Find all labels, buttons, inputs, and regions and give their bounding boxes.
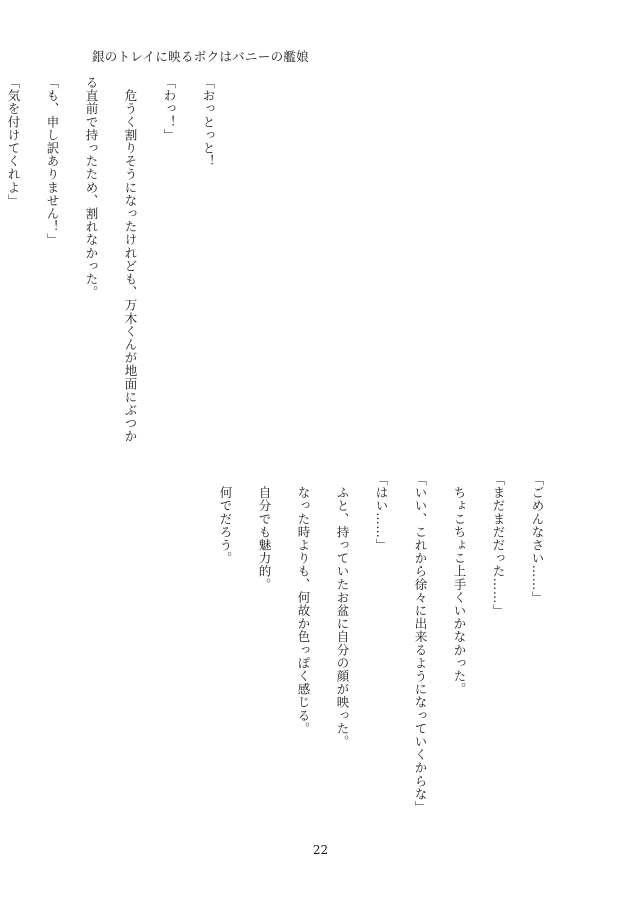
text-line: ちょこちょこ上手くいかなかった。 [452, 473, 467, 696]
text-line: 「いい、これから徐々に出来るようになっていくからな」 [413, 473, 428, 814]
text-line: 自分でも魅力的。 [257, 473, 272, 591]
text-line: 「気を付けてくれよ」 [6, 76, 21, 207]
text-line: 危うく割りそうになったけれども、万木くんが地面にぶつか [123, 76, 138, 443]
running-header: 銀のトレイに映るボクはバニーの艦娘 [92, 49, 309, 64]
text-line: 「おっとっと！ [201, 76, 216, 168]
text-line: 「も、申し訳ありません！」 [45, 76, 60, 247]
text-line: 「わっ！」 [162, 76, 177, 142]
text-line: る直前で持ったため、割れなかった。 [84, 76, 99, 299]
text-line: 何でだろう。 [218, 473, 233, 565]
text-line: ふと、持っていたお盆に自分の顔が映った。 [335, 473, 350, 749]
page-number: 22 [312, 843, 329, 857]
text-line: 「はい……」 [374, 473, 389, 552]
text-line: なった時よりも、何故か色っぽく感じる。 [296, 473, 311, 735]
text-line: 「まだまだだった……」 [491, 473, 506, 618]
upper-text-block [0, 76, 241, 443]
lower-text-block [206, 473, 570, 814]
text-line: 「ごめんなさい……」 [530, 473, 545, 604]
